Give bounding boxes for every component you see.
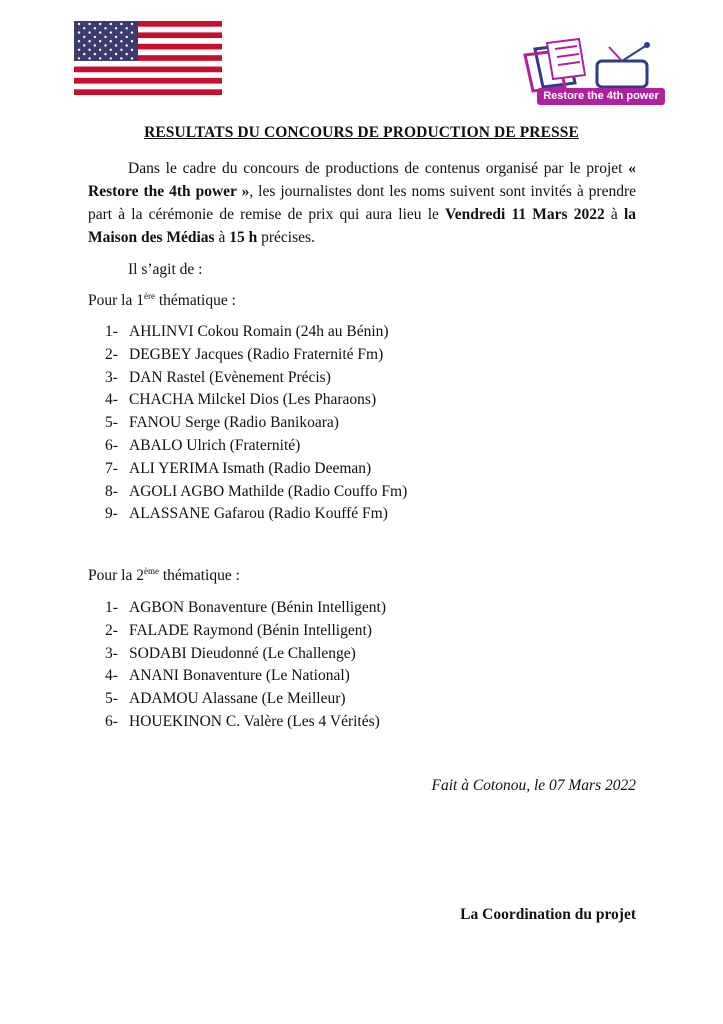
- intro-text-4: à: [214, 229, 230, 246]
- list-item: 5- ADAMOU Alassane (Le Meilleur): [105, 690, 346, 708]
- list-item: 1- AGBON Bonaventure (Bénin Intelligent): [105, 599, 386, 616]
- ceremony-time: 15 h: [229, 229, 258, 246]
- list-item: 2- DEGBEY Jacques (Radio Fraternité Fm): [105, 345, 384, 363]
- us-flag-icon: [74, 21, 222, 95]
- list-item: 5- FANOU Serge (Radio Banikoara): [105, 414, 339, 432]
- logo-caption: Restore the 4th power: [537, 88, 665, 105]
- list-item: 3- SODABI Dieudonné (Le Challenge): [105, 644, 356, 662]
- list-item: 4- ANANI Bonaventure (Le National): [105, 667, 350, 685]
- project-name: « Restore the 4th power »: [88, 160, 636, 200]
- intro-text-3: à: [604, 206, 624, 223]
- ceremony-date: Vendredi 11 Mars 2022: [445, 206, 605, 223]
- intro-text-1: Dans le cadre du concours de productions de contenus organisé par le projet: [128, 160, 629, 177]
- list-item: 9- ALASSANE Gafarou (Radio Kouffé Fm): [105, 505, 388, 523]
- theme2-heading: Pour la 2ème thématique :: [88, 566, 240, 584]
- document-title: RESULTATS DU CONCOURS DE PRODUCTION DE PRESSE: [144, 124, 579, 141]
- list-item: 3- DAN Rastel (Evènement Précis): [105, 368, 331, 386]
- theme1-heading: Pour la 1ère thématique :: [88, 291, 236, 309]
- theme1-list: [105, 321, 407, 526]
- il-sagit-label: Il s’agit de :: [128, 261, 203, 278]
- list-item: 2- FALADE Raymond (Bénin Intelligent): [105, 621, 372, 639]
- list-item: 8- AGOLI AGBO Mathilde (Radio Couffo Fm): [105, 482, 408, 500]
- list-item: 6- ABALO Ulrich (Fraternité): [105, 436, 301, 454]
- list-item: 7- ALI YERIMA Ismath (Radio Deeman): [105, 459, 372, 477]
- intro-text-5: précises.: [257, 229, 315, 246]
- list-item: 4- CHACHA Milckel Dios (Les Pharaons): [105, 391, 377, 409]
- signature: La Coordination du projet: [460, 906, 636, 923]
- list-item: 6- HOUEKINON C. Valère (Les 4 Vérités): [105, 712, 380, 730]
- intro-paragraph: [88, 157, 636, 249]
- ceremony-place: la Maison des Médias: [88, 206, 636, 246]
- place-and-date: Fait à Cotonou, le 07 Mars 2022: [431, 777, 636, 794]
- theme2-list: [105, 597, 386, 734]
- intro-text-2: , les journalistes dont les noms suivent sont invités à prendre part à la cérémonie de remise de prix qui aura lieu le: [88, 183, 636, 223]
- list-item: 1- AHLINVI Cokou Romain (24h au Bénin): [105, 323, 389, 340]
